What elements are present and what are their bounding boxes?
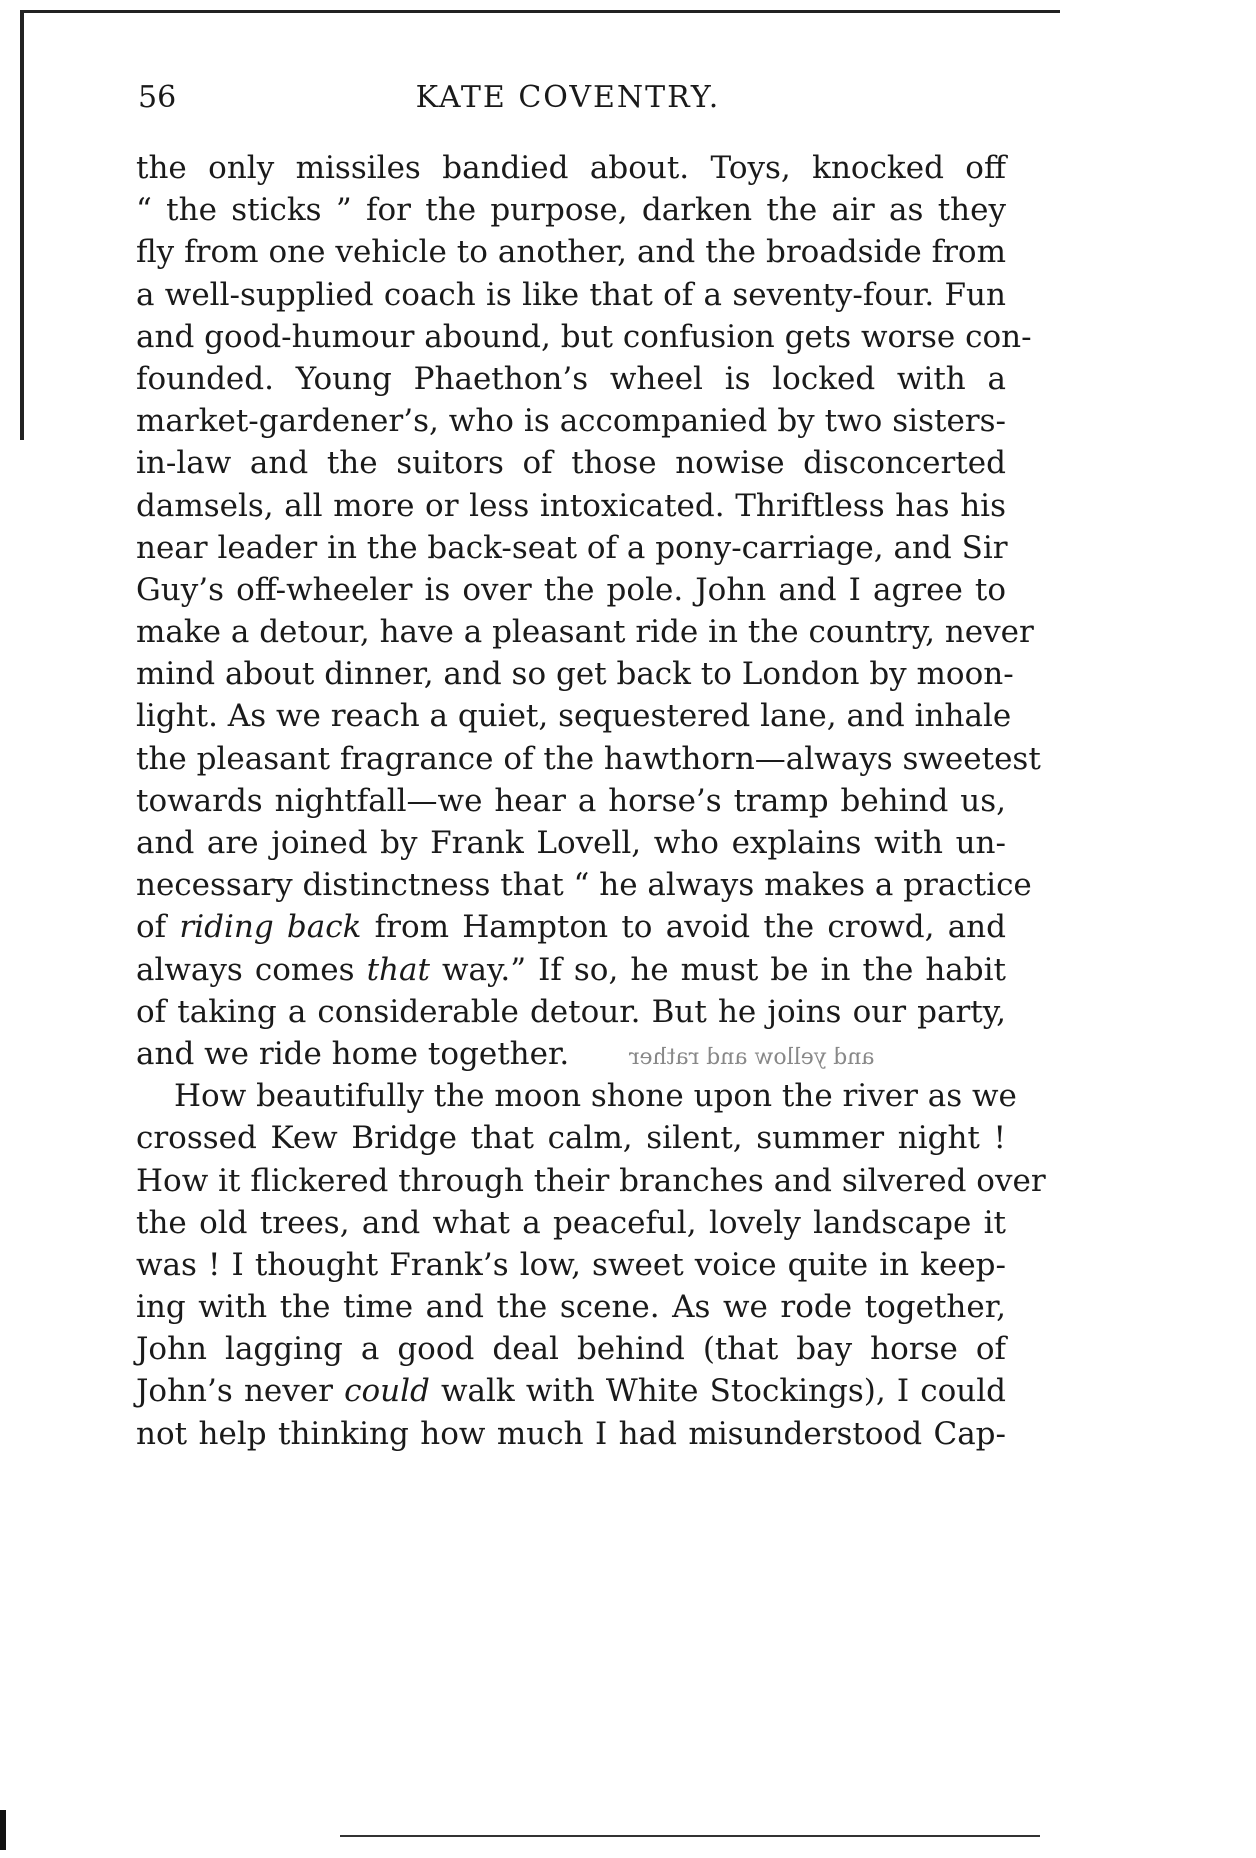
text-line: always comes that way.” If so, he must be in the habit — [136, 951, 1006, 988]
text-line: a well-supplied coach is like that of a seventy-four. Fun — [136, 276, 1006, 313]
text-line: and good-humour abound, but confusion gets worse con- — [136, 318, 1032, 355]
text-line: fly from one vehicle to another, and the broadside from — [136, 234, 1006, 271]
body-text — [136, 147, 1046, 1455]
text-line: John lagging a good deal behind (that bay horse of — [136, 1331, 1006, 1368]
text-line: How beautifully the moon shone upon the river as we — [174, 1078, 1017, 1115]
scan-edge-bottom — [340, 1835, 1040, 1837]
text-line: of riding back from Hampton to avoid the crowd, and — [136, 909, 1006, 946]
text-line: was ! I thought Frank’s low, sweet voice quite in keep- — [136, 1246, 1006, 1283]
text-line: founded. Young Phaethon’s wheel is locked with a — [136, 360, 1006, 397]
text-line: damsels, all more or less intoxicated. Thriftless has his — [136, 487, 1006, 524]
text-line: light. As we reach a quiet, sequestered lane, and inhale — [136, 698, 1012, 735]
scan-mark — [0, 1810, 6, 1850]
text-line: mind about dinner, and so get back to London by moon- — [136, 656, 1014, 693]
text-line: market-gardener’s, who is accompanied by two sisters- — [136, 403, 1006, 440]
scan-edge-top — [20, 10, 1060, 13]
page-number: 56 — [138, 80, 177, 115]
italic-riding-back: riding back — [179, 909, 362, 946]
text-line: make a detour, have a pleasant ride in the country, never — [136, 614, 1034, 651]
text-line: “ the sticks ” for the purpose, darken the air as they — [136, 192, 1006, 229]
italic-could: could — [344, 1373, 430, 1410]
text-line: crossed Kew Bridge that calm, silent, summer night ! — [136, 1120, 1006, 1157]
italic-that: that — [366, 951, 430, 988]
text-line: towards nightfall—we hear a horse’s tramp behind us, — [136, 782, 1006, 819]
text-line: John’s never could walk with White Stockings), I could — [136, 1373, 1006, 1410]
book-title: KATE COVENTRY. — [415, 80, 721, 115]
scan-edge-left — [20, 10, 24, 440]
text-line: How it flickered through their branches and silvered over — [136, 1162, 1046, 1199]
text-line — [136, 1033, 1006, 1075]
text-line: ing with the time and the scene. As we rode together, — [136, 1289, 1006, 1326]
text-line: in-law and the suitors of those nowise disconcerted — [136, 445, 1006, 482]
bleed-through-text: and yellow and rather — [629, 1044, 875, 1070]
text-line: of taking a considerable detour. But he joins our party, — [136, 993, 1006, 1030]
running-head — [138, 80, 998, 130]
text-line: not help thinking how much I had misunderstood Cap- — [136, 1415, 1006, 1452]
text-line: the old trees, and what a peaceful, lovely landscape it — [136, 1204, 1006, 1241]
text-line: Guy’s off-wheeler is over the pole. John and I agree to — [136, 571, 1006, 608]
text-line: and are joined by Frank Lovell, who explains with un- — [136, 825, 1006, 861]
text-line-content: and we ride home together. — [136, 1035, 570, 1072]
text-line: necessary distinctness that “ he always makes a practice — [136, 867, 1032, 904]
text-line: the only missiles bandied about. Toys, knocked off — [136, 150, 1006, 186]
text-line: the pleasant fragrance of the hawthorn—always sweetest — [136, 740, 1041, 777]
text-line: near leader in the back-seat of a pony-carriage, and Sir — [136, 529, 1008, 566]
